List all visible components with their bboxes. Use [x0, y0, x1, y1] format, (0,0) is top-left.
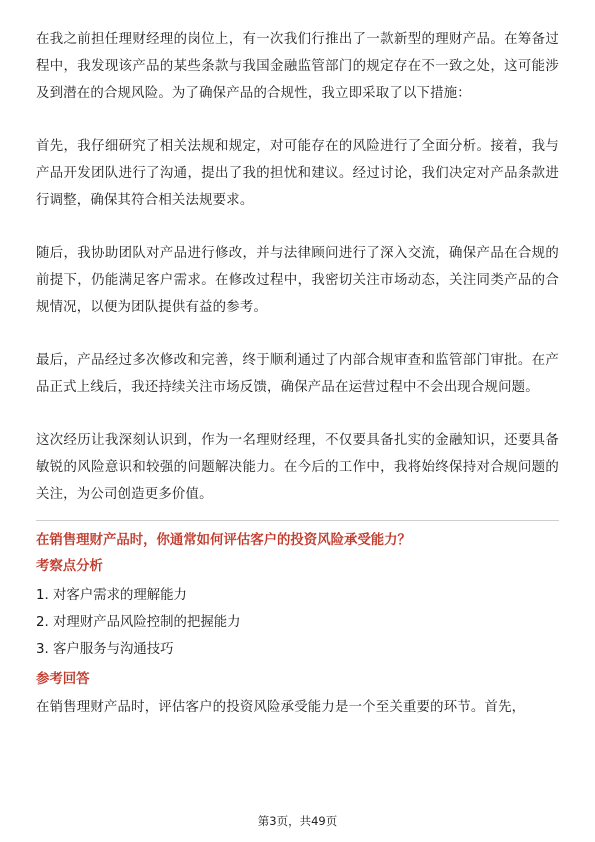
section-divider	[36, 520, 559, 521]
reference-answer: 在销售理财产品时，评估客户的投资风险承受能力是一个至关重要的环节。首先，	[36, 700, 526, 715]
body-paragraph: 首先，我仔细研究了相关法规和规定，对可能存在的风险进行了全面分析。接着，我与产品开发团队进行了沟通，提出了我的担忧和建议。经过讨论，我们决定对产品条款进行调整，确保其符合相关法规要求。	[36, 139, 559, 208]
analysis-point: 3. 客户服务与沟通技巧	[36, 642, 174, 657]
analysis-point: 2. 对理财产品风险控制的把握能力	[36, 615, 241, 630]
body-paragraph: 这次经历让我深刻认识到，作为一名理财经理，不仅要具备扎实的金融知识，还要具备敏锐的风险意识和较强的问题解决能力。在今后的工作中，我将始终保持对合规问题的关注，为公司创造更多价值。	[36, 433, 559, 502]
interview-question: 在销售理财产品时，你通常如何评估客户的投资风险承受能力？	[36, 533, 411, 548]
body-paragraph: 最后，产品经过多次修改和完善，终于顺利通过了内部合规审查和监管部门审批。在产品正式上线后，我还持续关注市场反馈，确保产品在运营过程中不会出现合规问题。	[36, 353, 559, 395]
reference-heading: 参考回答	[36, 672, 90, 687]
analysis-points	[36, 582, 559, 663]
analysis-point: 1. 对客户需求的理解能力	[36, 588, 187, 603]
body-paragraph: 在我之前担任理财经理的岗位上，有一次我们行推出了一款新型的理财产品。在筹备过程中，我发现该产品的某些条款与我国金融监管部门的规定存在不一致之处，这可能涉及到潜在的合规风险。为了确保产品的合规性，我立即采取了以下措施：	[36, 32, 559, 101]
analysis-heading: 考察点分析	[36, 559, 103, 574]
body-paragraph: 随后，我协助团队对产品进行修改，并与法律顾问进行了深入交流，确保产品在合规的前提下，仍能满足客户需求。在修改过程中，我密切关注市场动态，关注同类产品的合规情况，以便为团队提供有益的参考。	[36, 246, 559, 315]
page-footer: 第3页，共49页	[257, 814, 338, 828]
document-page	[36, 26, 559, 721]
